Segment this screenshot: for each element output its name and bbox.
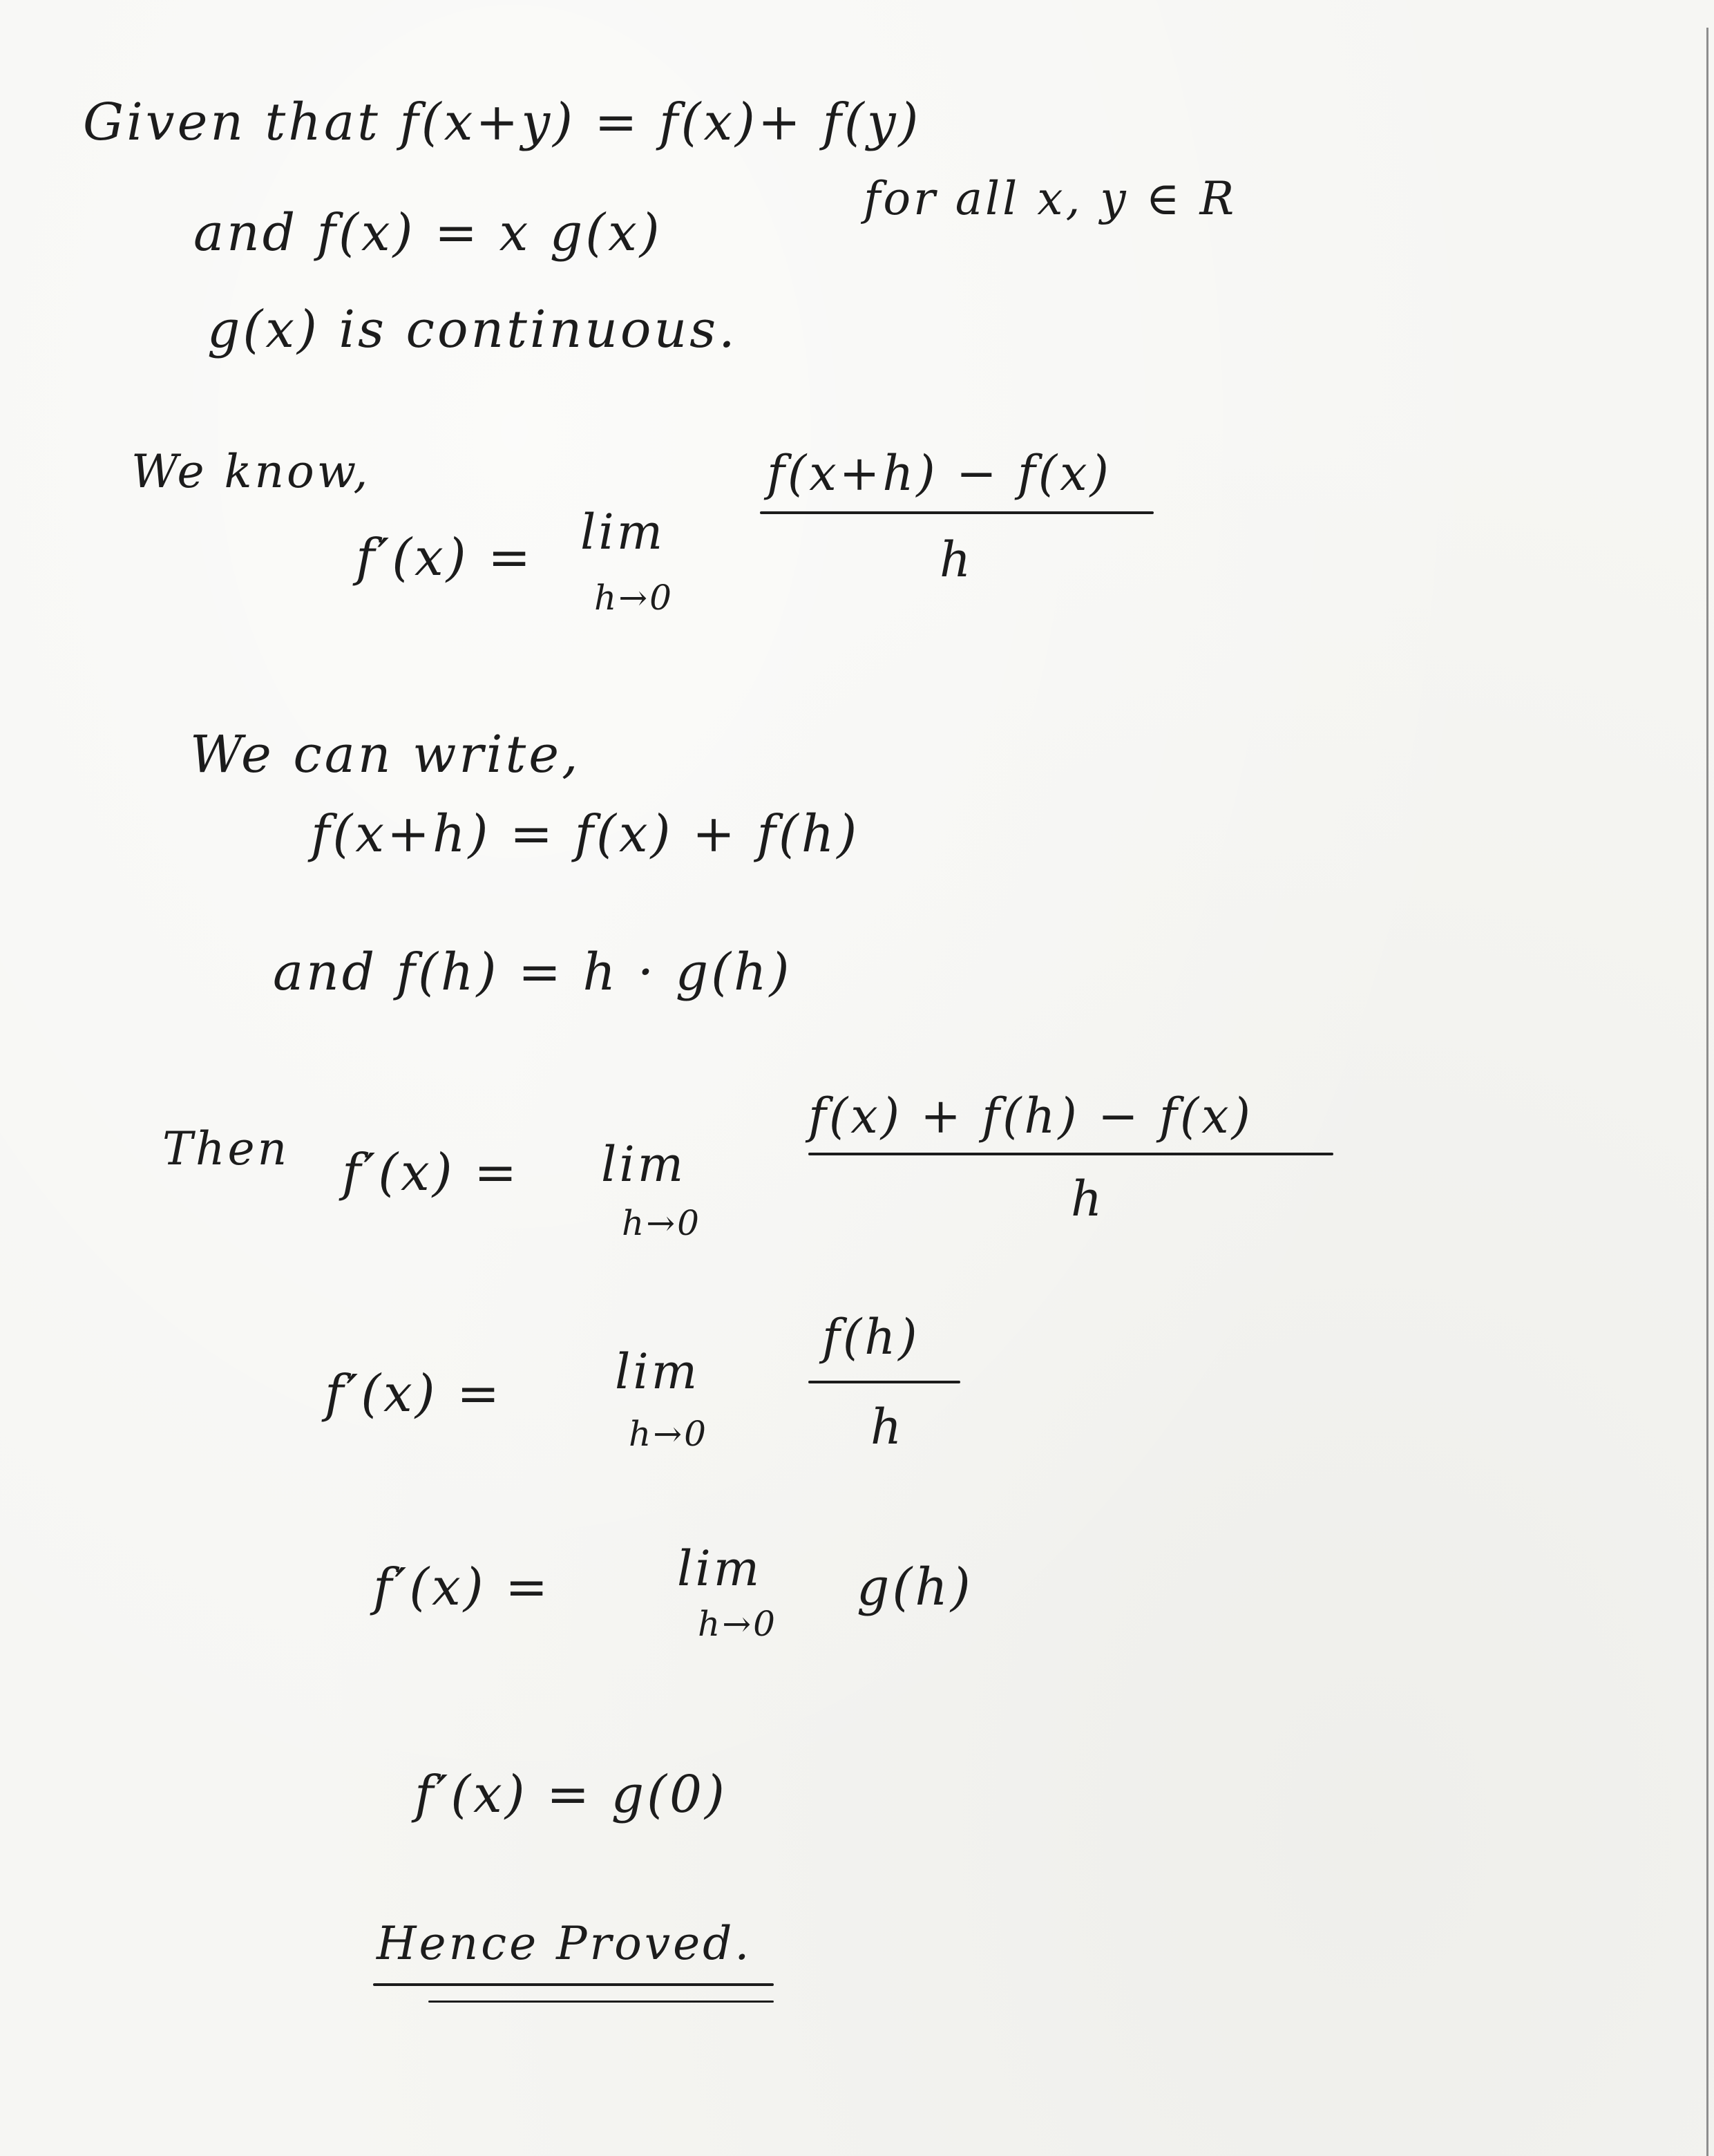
fraction-denominator: h bbox=[870, 1399, 905, 1455]
page-edge-divider bbox=[1706, 28, 1708, 2156]
fraction-bar bbox=[760, 511, 1154, 514]
additivity-equation: f(x+h) = f(x) + f(h) bbox=[311, 804, 860, 864]
then-word: Then bbox=[162, 1122, 290, 1175]
fraction-denominator: h bbox=[940, 531, 974, 588]
limit-subscript: h→0 bbox=[629, 1414, 708, 1454]
we-can-write-heading: We can write, bbox=[190, 725, 581, 784]
step2-lhs: f′(x) = bbox=[325, 1364, 503, 1424]
conclusion-text: Hence Proved. bbox=[377, 1917, 752, 1970]
limit-word: lim bbox=[677, 1540, 763, 1597]
given-definition: and f(x) = x g(x) bbox=[193, 203, 663, 263]
given-statement: Given that f(x+y) = f(x)+ f(y) bbox=[83, 93, 922, 152]
fraction-denominator: h bbox=[1071, 1171, 1105, 1227]
limit-subscript: h→0 bbox=[594, 578, 674, 618]
limit-word: lim bbox=[580, 504, 666, 560]
fraction-numerator: f(h) bbox=[822, 1309, 920, 1365]
limit-word: lim bbox=[615, 1343, 701, 1400]
given-continuity: g(x) is continuous. bbox=[207, 300, 738, 359]
limit-subscript: h→0 bbox=[622, 1203, 701, 1243]
step3-lhs: f′(x) = bbox=[373, 1558, 551, 1617]
limit-subscript: h→0 bbox=[698, 1604, 777, 1644]
conclusion-underline bbox=[373, 1983, 774, 1986]
f-h-equation: and f(h) = h · g(h) bbox=[273, 943, 792, 1002]
limit-word: lim bbox=[601, 1136, 687, 1193]
fraction-numerator: f(x) + f(h) − f(x) bbox=[808, 1088, 1253, 1144]
conclusion-double-underline bbox=[428, 2001, 774, 2003]
fraction-bar bbox=[808, 1153, 1333, 1155]
fraction-numerator: f(x+h) − f(x) bbox=[767, 445, 1112, 502]
given-domain: for all x, y ∈ R bbox=[864, 172, 1237, 225]
result-equation: f′(x) = g(0) bbox=[415, 1765, 727, 1824]
derivative-definition-lhs: f′(x) = bbox=[356, 528, 534, 587]
we-know-heading: We know, bbox=[131, 445, 371, 498]
fraction-bar bbox=[808, 1381, 960, 1383]
step3-rhs: g(h) bbox=[857, 1558, 973, 1617]
then-lhs: f′(x) = bbox=[342, 1143, 520, 1202]
